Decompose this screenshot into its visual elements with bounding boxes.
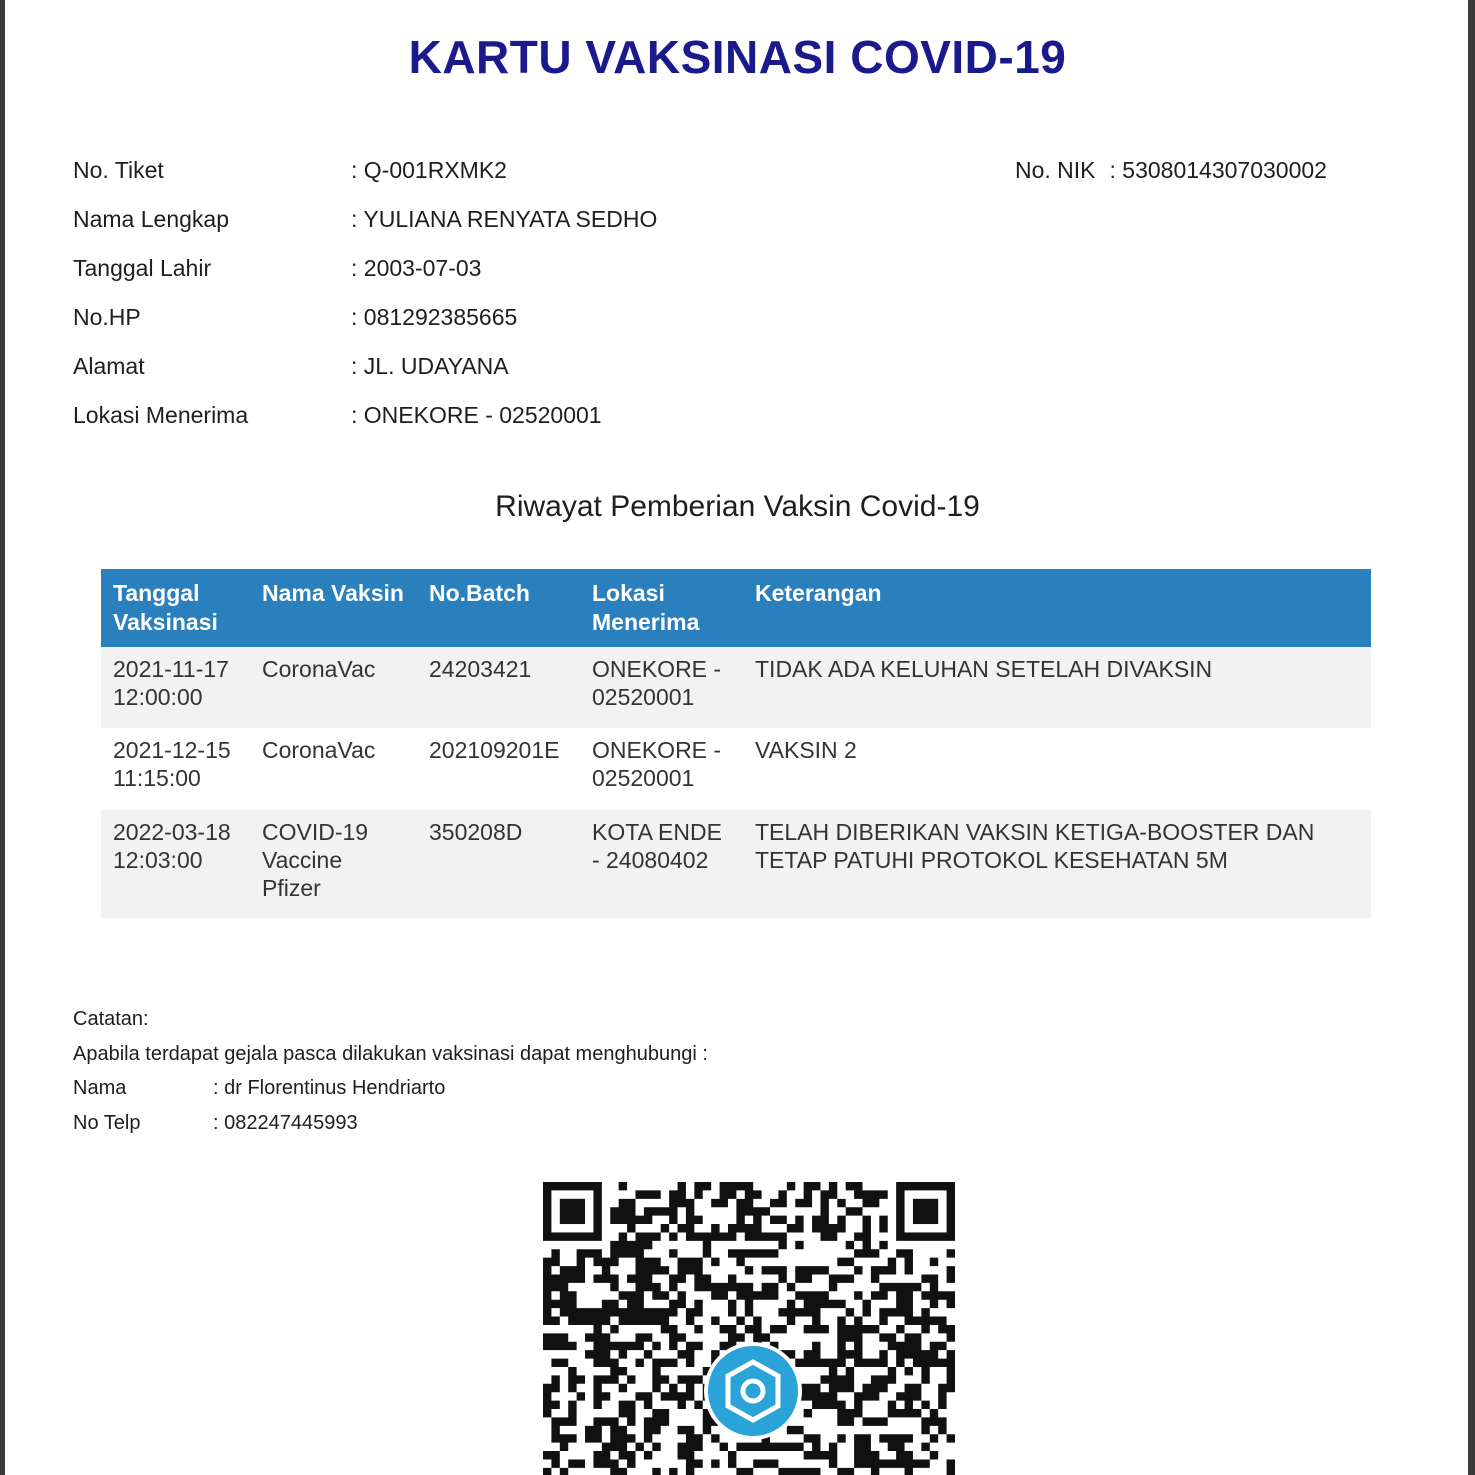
nik-label: No. NIK bbox=[1015, 157, 1096, 183]
cell-notes: VAKSIN 2 bbox=[743, 728, 1371, 810]
notes-heading: Catatan: bbox=[73, 1008, 149, 1030]
contact-name-row bbox=[73, 1075, 673, 1101]
info-label: Nama Lengkap bbox=[73, 206, 229, 232]
cell-batch: 202109201E bbox=[417, 728, 580, 810]
column-header-notes: Keterangan bbox=[743, 569, 1371, 647]
info-label: Alamat bbox=[73, 353, 145, 379]
notes-intro: Apabila terdapat gejala pasca dilakukan vaksinasi dapat menghubungi : bbox=[73, 1043, 708, 1065]
contact-name-label: Nama bbox=[73, 1077, 127, 1099]
cell-location: ONEKORE - 02520001 bbox=[580, 728, 743, 810]
cell-date: 2022-03-18 12:03:00 bbox=[101, 810, 250, 918]
cell-vaccine: CoronaVac bbox=[250, 647, 417, 728]
vaccination-history-table bbox=[101, 569, 1371, 918]
column-header-batch: No.Batch bbox=[417, 569, 580, 647]
contact-phone-row bbox=[73, 1110, 673, 1136]
history-section-title: Riwayat Pemberian Vaksin Covid-19 bbox=[495, 490, 980, 523]
table-row bbox=[101, 647, 1371, 728]
info-value: : Q-001RXMK2 bbox=[351, 157, 507, 183]
info-label: Tanggal Lahir bbox=[73, 255, 212, 281]
peduli-lindungi-logo-icon bbox=[704, 1342, 802, 1440]
cell-location: KOTA ENDE - 24080402 bbox=[580, 810, 743, 918]
column-header-location: Lokasi Menerima bbox=[580, 569, 743, 647]
cell-location: ONEKORE - 02520001 bbox=[580, 647, 743, 728]
page-edge-right bbox=[1468, 0, 1475, 1475]
shield-logo-glyph bbox=[708, 1346, 798, 1436]
cell-date: 2021-11-17 12:00:00 bbox=[101, 647, 250, 728]
card-title: KARTU VAKSINASI COVID-19 bbox=[408, 31, 1067, 83]
contact-name-value: : dr Florentinus Hendriarto bbox=[213, 1077, 446, 1099]
table-row bbox=[101, 728, 1371, 810]
qr-finder-pattern bbox=[543, 1182, 602, 1241]
info-value: : 081292385665 bbox=[351, 304, 518, 330]
info-value: : ONEKORE - 02520001 bbox=[351, 402, 602, 428]
info-label: Lokasi Menerima bbox=[73, 402, 249, 428]
info-value: : JL. UDAYANA bbox=[351, 353, 509, 379]
table-row bbox=[101, 810, 1371, 918]
info-label: No. Tiket bbox=[73, 157, 164, 183]
cell-notes: TIDAK ADA KELUHAN SETELAH DIVAKSIN bbox=[743, 647, 1371, 728]
info-value: : 2003-07-03 bbox=[351, 255, 482, 281]
column-header-vaccine: Nama Vaksin bbox=[250, 569, 417, 647]
nik-value: : 5308014307030002 bbox=[1109, 157, 1327, 183]
info-value: : YULIANA RENYATA SEDHO bbox=[351, 206, 658, 232]
cell-vaccine: CoronaVac bbox=[250, 728, 417, 810]
cell-batch: 350208D bbox=[417, 810, 580, 918]
cell-date: 2021-12-15 11:15:00 bbox=[101, 728, 250, 810]
qr-finder-pattern bbox=[896, 1182, 955, 1241]
contact-phone-value: : 082247445993 bbox=[213, 1112, 358, 1134]
table-header-row bbox=[101, 569, 1371, 647]
column-header-date: Tanggal Vaksinasi bbox=[101, 569, 250, 647]
qr-code-icon bbox=[543, 1182, 955, 1475]
contact-phone-label: No Telp bbox=[73, 1112, 141, 1134]
nik-field bbox=[1015, 155, 1327, 185]
cell-notes: TELAH DIBERIKAN VAKSIN KETIGA-BOOSTER DAN TETAP PATUHI PROTOKOL KESEHATAN 5M bbox=[743, 810, 1371, 918]
info-label: No.HP bbox=[73, 304, 141, 330]
page-edge-left bbox=[0, 0, 5, 1475]
cell-vaccine: COVID-19 Vaccine Pfizer bbox=[250, 810, 417, 918]
cell-batch: 24203421 bbox=[417, 647, 580, 728]
